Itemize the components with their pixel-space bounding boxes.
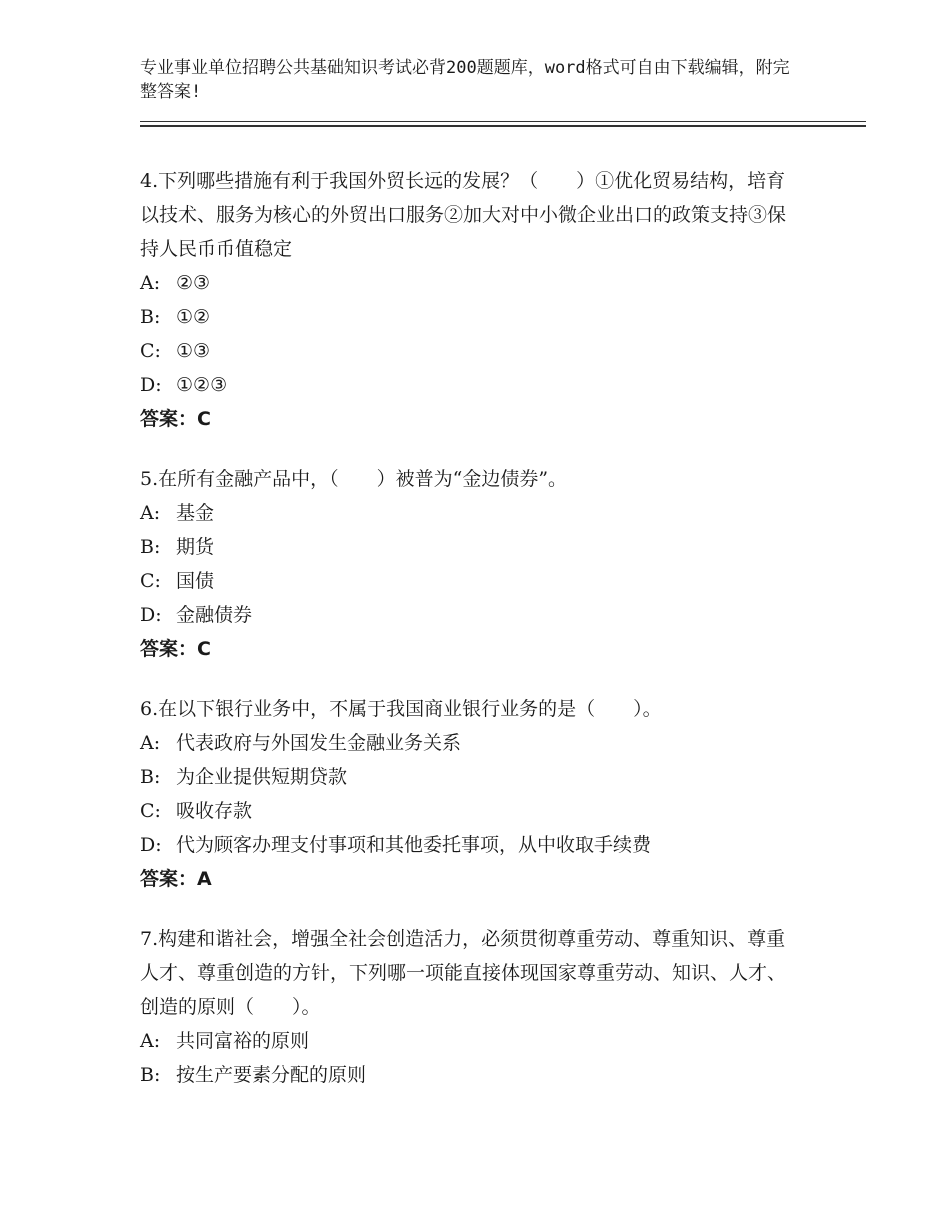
option-text: 吸收存款 bbox=[176, 800, 253, 822]
option-text: 代为顾客办理支付事项和其他委托事项，从中收取手续费 bbox=[176, 834, 652, 856]
option-letter: A: bbox=[140, 502, 161, 524]
option-d bbox=[140, 828, 800, 862]
question-5 bbox=[140, 462, 800, 666]
option-letter: C: bbox=[140, 340, 161, 362]
option-text: 为企业提供短期贷款 bbox=[176, 766, 348, 788]
option-letter: B: bbox=[140, 306, 161, 328]
option-letter: A: bbox=[140, 1030, 161, 1052]
option-text: ①③ bbox=[176, 340, 211, 362]
option-c bbox=[140, 334, 800, 368]
option-d bbox=[140, 598, 800, 632]
option-a bbox=[140, 1024, 800, 1058]
header-rule-thin bbox=[140, 121, 866, 122]
option-c bbox=[140, 564, 800, 598]
option-text: ②③ bbox=[176, 272, 211, 294]
option-text: 期货 bbox=[176, 536, 215, 558]
header-rule-thick bbox=[140, 125, 866, 127]
option-text: 基金 bbox=[176, 502, 215, 524]
option-text: 共同富裕的原则 bbox=[176, 1030, 310, 1052]
answer-line: 答案：C bbox=[140, 638, 211, 660]
question-text: 6.在以下银行业务中，不属于我国商业银行业务的是（ ）。 bbox=[140, 698, 662, 720]
question-7 bbox=[140, 922, 800, 1092]
option-a bbox=[140, 496, 800, 530]
option-text: 代表政府与外国发生金融业务关系 bbox=[176, 732, 462, 754]
answer-line: 答案：A bbox=[140, 868, 212, 890]
option-letter: D: bbox=[140, 604, 162, 626]
question-text: 5.在所有金融产品中，（ ）被普为“金边债券”。 bbox=[140, 468, 568, 490]
option-b bbox=[140, 1058, 800, 1092]
option-b bbox=[140, 760, 800, 794]
option-b bbox=[140, 530, 800, 564]
option-a bbox=[140, 266, 800, 300]
option-d bbox=[140, 368, 800, 402]
option-letter: A: bbox=[140, 732, 161, 754]
option-letter: B: bbox=[140, 766, 161, 788]
option-text: 国债 bbox=[176, 570, 215, 592]
answer-line: 答案：C bbox=[140, 408, 211, 430]
option-text: ①② bbox=[176, 306, 211, 328]
option-b bbox=[140, 300, 800, 334]
question-list bbox=[140, 164, 800, 1118]
document-header: 专业事业单位招聘公共基础知识考试必背200题题库，word格式可自由下载编辑，附完整答案! bbox=[140, 58, 790, 102]
option-a bbox=[140, 726, 800, 760]
option-letter: B: bbox=[140, 1064, 161, 1086]
option-letter: B: bbox=[140, 536, 161, 558]
option-letter: A: bbox=[140, 272, 161, 294]
option-c bbox=[140, 794, 800, 828]
option-text: 金融债券 bbox=[176, 604, 253, 626]
question-text: 7.构建和谐社会，增强全社会创造活力，必须贯彻尊重劳动、尊重知识、尊重人才、尊重创造的方针，下列哪一项能直接体现国家尊重劳动、知识、人才、创造的原则（ ）。 bbox=[140, 928, 787, 1018]
option-text: ①②③ bbox=[176, 374, 228, 396]
question-6 bbox=[140, 692, 800, 896]
option-text: 按生产要素分配的原则 bbox=[176, 1064, 367, 1086]
option-letter: C: bbox=[140, 800, 161, 822]
option-letter: D: bbox=[140, 834, 162, 856]
option-letter: D: bbox=[140, 374, 162, 396]
question-text: 4.下列哪些措施有利于我国外贸长远的发展？（ ）①优化贸易结构，培育以技术、服务为核心的外贸出口服务②加大对中小微企业出口的政策支持③保持人民币币值稳定 bbox=[140, 170, 787, 260]
question-4 bbox=[140, 164, 800, 436]
option-letter: C: bbox=[140, 570, 161, 592]
